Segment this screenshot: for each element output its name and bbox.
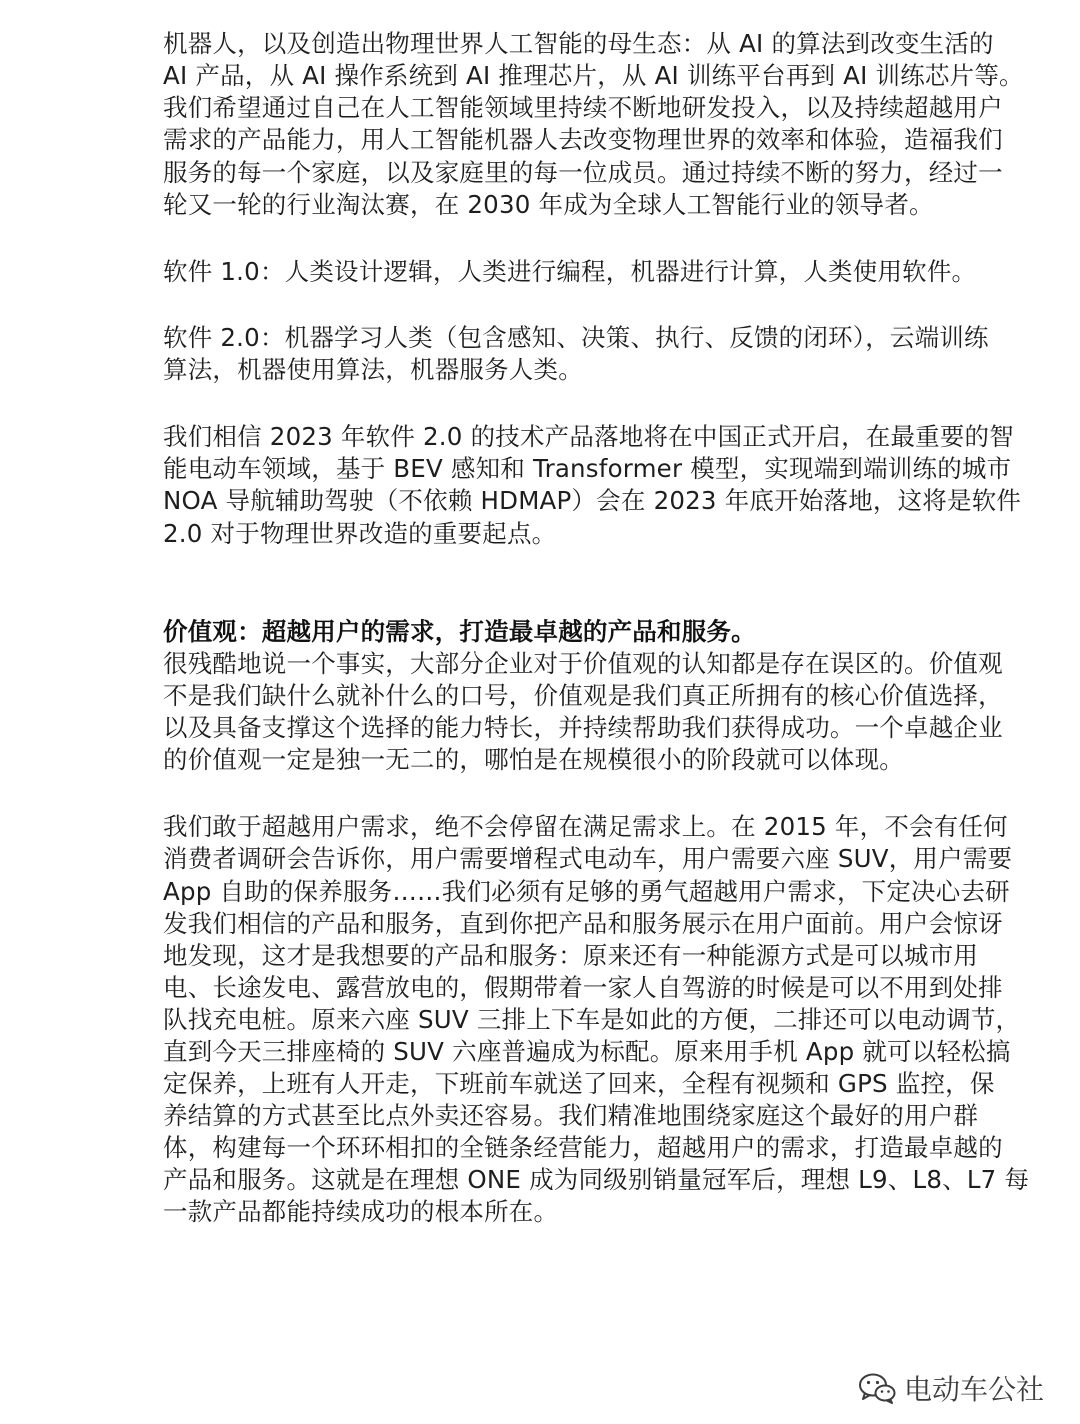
text-line: 我们希望通过自己在人工智能领域里持续不断地研发投入，以及持续超越用户 [163, 93, 1003, 122]
text-line: 一款产品都能持续成功的根本所在。 [163, 1197, 559, 1226]
text-line: 轮又一轮的行业淘汰赛，在 2030 年成为全球人工智能行业的领导者。 [163, 190, 934, 219]
text-line: 以及具备支撑这个选择的能力特长，并持续帮助我们获得成功。一个卓越企业 [163, 713, 1003, 742]
watermark [858, 1368, 1044, 1408]
watermark-text: 电动车公社 [903, 1373, 1044, 1406]
text-line: 消费者调研会告诉你，用户需要增程式电动车，用户需要六座 SUV，用户需要 [163, 844, 1013, 873]
text-line: 我们敢于超越用户需求，绝不会停留在满足需求上。在 2015 年，不会有任何 [163, 812, 1008, 841]
text-line: App 自助的保养服务……我们必须有足够的勇气超越用户需求，下定决心去研 [163, 877, 1010, 906]
text-line: 软件 1.0：人类设计逻辑，人类进行编程，机器进行计算，人类使用软件。 [163, 257, 977, 286]
text-line: 2.0 对于物理世界改造的重要起点。 [163, 519, 557, 548]
text-line: 地发现，这才是我想要的产品和服务：原来还有一种能源方式是可以城市用 [163, 941, 979, 970]
text-line: 需求的产品能力，用人工智能机器人去改变物理世界的效率和体验，造福我们 [163, 125, 1003, 154]
text-line: 我们相信 2023 年软件 2.0 的技术产品落地将在中国正式开启，在最重要的智 [163, 422, 1014, 451]
text-line: 很残酷地说一个事实，大部分企业对于价值观的认知都是存在误区的。价值观 [163, 649, 1003, 678]
text-line: 定保养，上班有人开走，下班前车就送了回来，全程有视频和 GPS 监控，保 [163, 1069, 995, 1098]
wechat-icon [858, 1372, 896, 1404]
text-line: 的价值观一定是独一无二的，哪怕是在规模很小的阶段就可以体现。 [163, 745, 904, 774]
text-line: 能电动车领域，基于 BEV 感知和 Transformer 模型，实现端到端训练的城市 [163, 454, 1012, 483]
text-line: AI 产品，从 AI 操作系统到 AI 推理芯片，从 AI 训练平台再到 AI 训练芯片等。 [163, 61, 1024, 90]
text-line: 软件 2.0：机器学习人类（包含感知、决策、执行、反馈的闭环），云端训练 [163, 323, 989, 352]
text-line: 体，构建每一个环环相扣的全链条经营能力，超越用户的需求，打造最卓越的 [163, 1133, 1003, 1162]
text-line: 不是我们缺什么就补什么的口号，价值观是我们真正所拥有的核心价值选择， [163, 681, 1003, 710]
text-line: 电、长途发电、露营放电的，假期带着一家人自驾游的时候是可以不用到处排 [163, 973, 1003, 1002]
text-line: NOA 导航辅助驾驶（不依赖 HDMAP）会在 2023 年底开始落地，这将是软件 [163, 486, 1022, 515]
text-line: 养结算的方式甚至比点外卖还容易。我们精准地围绕家庭这个最好的用户群 [163, 1101, 979, 1130]
text-line: 队找充电桩。原来六座 SUV 三排上下车是如此的方便，二排还可以电动调节， [163, 1005, 1021, 1034]
text-line: 机器人，以及创造出物理世界人工智能的母生态：从 AI 的算法到改变生活的 [163, 29, 994, 58]
text-line: 直到今天三排座椅的 SUV 六座普遍成为标配。原来用手机 App 就可以轻松搞 [163, 1037, 1011, 1066]
text-line: 服务的每一个家庭，以及家庭里的每一位成员。通过持续不断的努力，经过一 [163, 158, 1003, 187]
section-heading: 价值观：超越用户的需求，打造最卓越的产品和服务。 [163, 617, 756, 646]
text-line: 产品和服务。这就是在理想 ONE 成为同级别销量冠军后，理想 L9、L8、L7 每 [163, 1165, 1030, 1194]
text-line: 发我们相信的产品和服务，直到你把产品和服务展示在用户面前。用户会惊讶 [163, 909, 1003, 938]
text-line: 算法，机器使用算法，机器服务人类。 [163, 355, 583, 384]
